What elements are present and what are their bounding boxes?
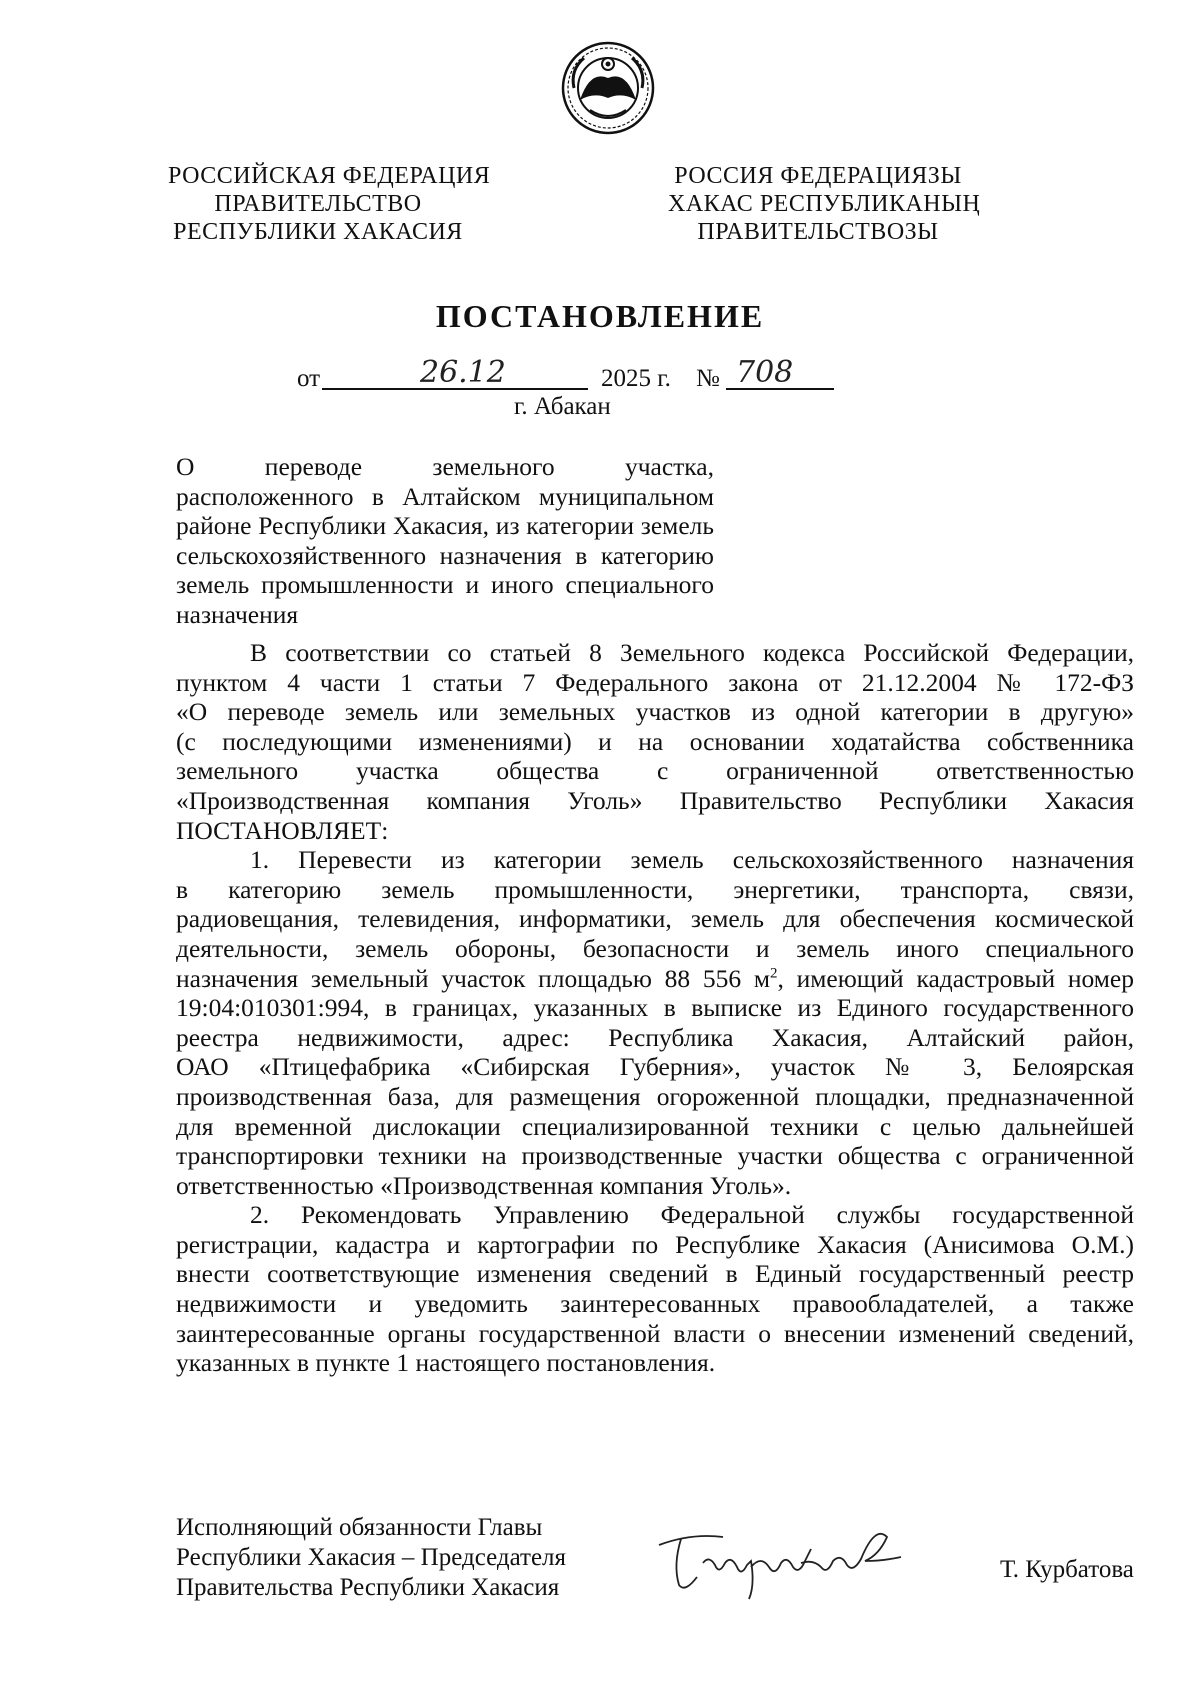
item2-line: 2. Рекомендовать Управлению Федеральной службы государственной: [250, 1200, 1134, 1230]
item2-line: внести соответствующие изменения сведений в Единый государственный реестр: [176, 1259, 1134, 1289]
preamble-line: «О переводе земель или земельных участков из одной категории в другую»: [176, 697, 1134, 727]
subject-rest: расположенного в Алтайском муниципальном районе Республики Хакасия, из категории земель сельскохозяйственного назначения в категорию земель промышленности и иного специального назначения: [176, 481, 714, 629]
preamble-line: пунктом 4 части 1 статьи 7 Федерального закона от 21.12.2004 № 172-ФЗ: [176, 667, 1134, 697]
header-left-line-3: РЕСПУБЛИКИ ХАКАСИЯ: [173, 219, 463, 245]
preamble-line: «Производственная компания Уголь» Правительство Республики Хакасия: [176, 785, 1134, 815]
preamble-line: (с последующими изменениями) и на основании ходатайства собственника: [176, 726, 1134, 756]
position-line: Республики Хакасия – Председателя: [176, 1544, 567, 1571]
preamble-line: В соответствии со статьей 8 Земельного кодекса Российской Федерации,: [250, 638, 1134, 667]
number-sign: №: [696, 365, 720, 392]
document-subject: [176, 452, 714, 629]
preamble-line: земельного участка общества с ограниченной ответственностью: [176, 756, 1134, 786]
decree-word: ПОСТАНОВЛЯЕТ:: [176, 815, 389, 845]
item1-line: реестра недвижимости, адрес: Республика Хакасия, Алтайский район,: [176, 1022, 1134, 1052]
header-right-line-1: РОССИЯ ФЕДЕРАЦИЯЗЫ: [674, 163, 962, 189]
header-right: [668, 162, 981, 246]
handwritten-signature: [651, 1515, 921, 1605]
item1-line: ОАО «Птицефабрика «Сибирская Губерния», участок № 3, Белоярская: [176, 1052, 1134, 1082]
item1-line: транспортировки техники на производственные участки общества с ограниченной: [176, 1141, 1134, 1171]
item1-line: радиовещания, телевидения, информатики, земель для обеспечения космической: [176, 904, 1134, 934]
header-left-line-1: РОССИЙСКАЯ ФЕДЕРАЦИЯ: [168, 163, 491, 189]
item1-area-before: назначения земельный участок площадью 88 556 м: [176, 963, 770, 993]
position-line: Правительства Республики Хакасия: [176, 1574, 560, 1601]
item2-line: регистрации, кадастра и картографии по Республике Хакасия (Анисимова О.М.): [176, 1229, 1134, 1259]
signatory-position: [176, 1513, 566, 1603]
header-right-line-2: ХАКАС РЕСПУБЛИКАНЫҢ: [668, 191, 981, 217]
coat-of-arms-emblem: [560, 40, 656, 136]
item1-last-line: ответственностью «Производственная компания Уголь».: [176, 1170, 792, 1200]
item2-line: недвижимости и уведомить заинтересованных правообладателей, а также: [176, 1289, 1134, 1319]
header-left-line-2: ПРАВИТЕЛЬСТВО: [214, 191, 422, 217]
item1-line: 1. Перевести из категории земель сельскохозяйственного назначения: [250, 845, 1134, 875]
item1-line: для временной дислокации специализированной техники с целью дальнейшей: [176, 1111, 1134, 1141]
date-handwritten: 26.12: [420, 355, 506, 390]
position-line: Исполняющий обязанности Главы: [176, 1514, 543, 1541]
item1-area-after: , имеющий кадастровый номер: [777, 963, 1135, 993]
coat-of-arms-icon: [560, 40, 656, 136]
date-prefix: от: [297, 365, 321, 392]
item1-line: в категорию земель промышленности, энергетики, транспорта, связи,: [176, 874, 1134, 904]
document-title: ПОСТАНОВЛЕНИЕ: [435, 298, 765, 334]
document-body: [176, 638, 1134, 1378]
number-handwritten: 708: [736, 355, 794, 390]
city-name: г. Абакан: [514, 393, 611, 420]
signature-icon: [651, 1515, 921, 1605]
header-left: [168, 162, 491, 246]
area-superscript: 2: [770, 965, 778, 982]
item1-area-line: [176, 964, 1134, 994]
item1-line: деятельности, земель обороны, безопасности и земель иного специального: [176, 933, 1134, 963]
date-year: 2025 г.: [601, 365, 671, 392]
item2-last-line: указанных в пункте 1 настоящего постановления.: [176, 1348, 716, 1378]
header-right-line-3: ПРАВИТЕЛЬСТВОЗЫ: [697, 219, 939, 245]
item1-line: 19:04:010301:994, в границах, указанных в выписке из Единого государственного: [176, 993, 1134, 1023]
subject-first-line: О переводе земельного участка,: [176, 452, 714, 481]
item1-line: производственная база, для размещения огороженной площадки, предназначенной: [176, 1081, 1134, 1111]
item2-line: заинтересованные органы государственной власти о внесении изменений сведений,: [176, 1318, 1134, 1348]
signatory-name: Т. Курбатова: [1000, 1556, 1134, 1583]
